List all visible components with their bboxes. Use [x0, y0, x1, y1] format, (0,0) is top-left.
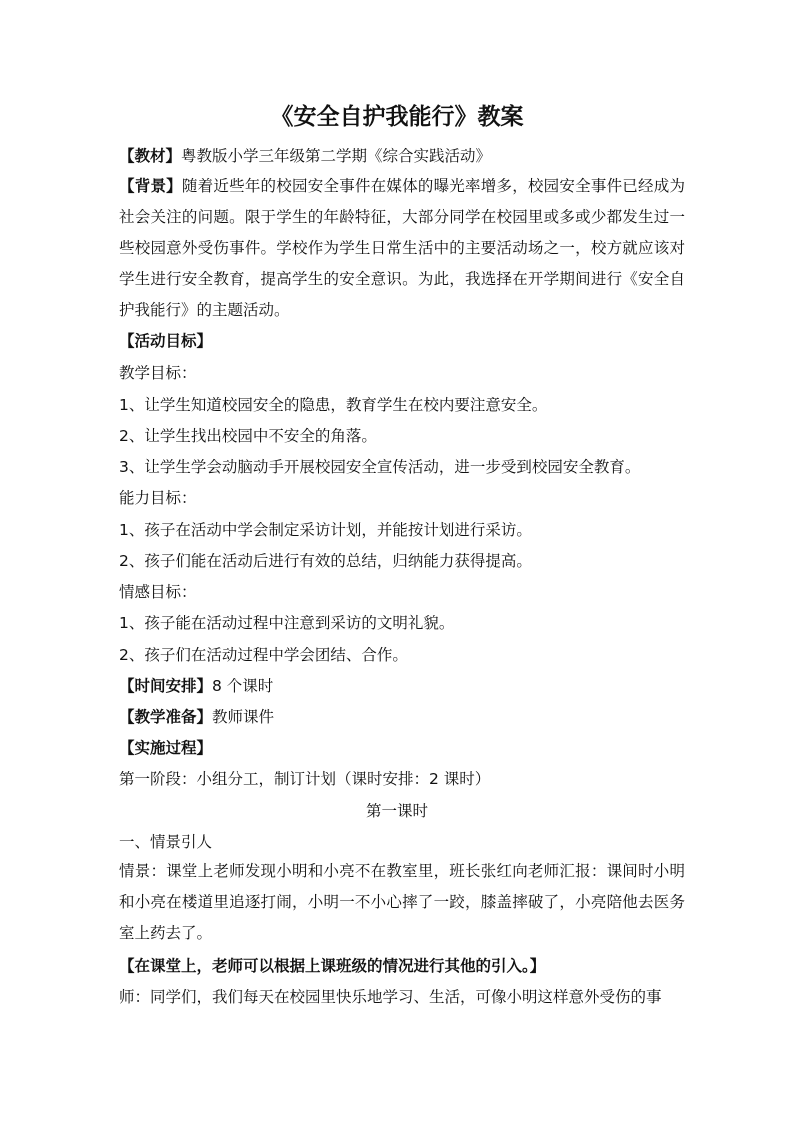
emotion-goal-2: 2、孩子们在活动过程中学会团结、合作。	[119, 646, 408, 664]
ability-goal-heading: 能力目标：	[119, 489, 197, 507]
stage-1: 第一阶段：小组分工，制订计划（课时安排：2 课时）	[119, 770, 491, 788]
background-paragraph	[119, 171, 685, 326]
process-heading: 【实施过程】	[119, 739, 213, 757]
teach-goal-1: 1、让学生知道校园安全的隐患，教育学生在校内要注意安全。	[119, 396, 548, 414]
intro-heading: 一、情景引人	[119, 833, 213, 851]
schedule-line	[119, 675, 273, 697]
background-text: 随着近些年的校园安全事件在媒体的曝光率增多，校园安全事件已经成为社会关注的问题。限于学生的年龄特征，大部分同学在校园里或多或少都发生过一些校园意外受伤事件。学校作为学生日常生活中的主要活动场之一，校方就应该对学生进行安全教育，提高学生的安全意识。为此，我选择在开学期间进行《安全自护我能行》的主题活动。	[119, 177, 685, 319]
goals-heading: 【活动目标】	[119, 332, 213, 350]
scenario-paragraph: 情景：课堂上老师发现小明和小亮不在教室里，班长张红向老师汇报：课间时小明和小亮在楼道里追逐打闹，小明一不小心摔了一跤，膝盖摔破了，小亮陪他去医务室上药去了。	[119, 862, 685, 942]
teach-goal-heading: 教学目标：	[119, 364, 197, 382]
prep-label: 【教学准备】	[119, 708, 213, 726]
schedule-text: 8 个课时	[212, 677, 274, 695]
lesson-1-heading: 第一课时	[365, 802, 428, 820]
teach-goal-2: 2、让学生找出校园中不安全的角落。	[119, 427, 377, 445]
classroom-note: 【在课堂上，老师可以根据上课班级的情况进行其他的引入。】	[119, 957, 546, 975]
material-line	[119, 145, 491, 167]
teacher-line: 师：同学们，我们每天在校园里快乐地学习、生活，可像小明这样意外受伤的事	[119, 988, 662, 1006]
prep-line	[119, 706, 274, 728]
emotion-goal-1: 1、孩子能在活动过程中注意到采访的文明礼貌。	[119, 614, 455, 632]
document-title: 《安全自护我能行》教案	[270, 104, 524, 130]
prep-text: 教师课件	[212, 708, 275, 726]
teach-goal-3: 3、让学生学会动脑动手开展校园安全宣传活动，进一步受到校园安全教育。	[119, 458, 641, 476]
material-label: 【教材】	[119, 147, 182, 165]
background-label: 【背景】	[119, 177, 182, 195]
emotion-goal-heading: 情感目标：	[119, 583, 197, 601]
ability-goal-2: 2、孩子们能在活动后进行有效的总结，归纳能力获得提高。	[119, 552, 532, 570]
schedule-label: 【时间安排】	[119, 677, 213, 695]
material-text: 粤教版小学三年级第二学期《综合实践活动》	[181, 147, 492, 165]
ability-goal-1: 1、孩子在活动中学会制定采访计划，并能按计划进行采访。	[119, 521, 532, 539]
